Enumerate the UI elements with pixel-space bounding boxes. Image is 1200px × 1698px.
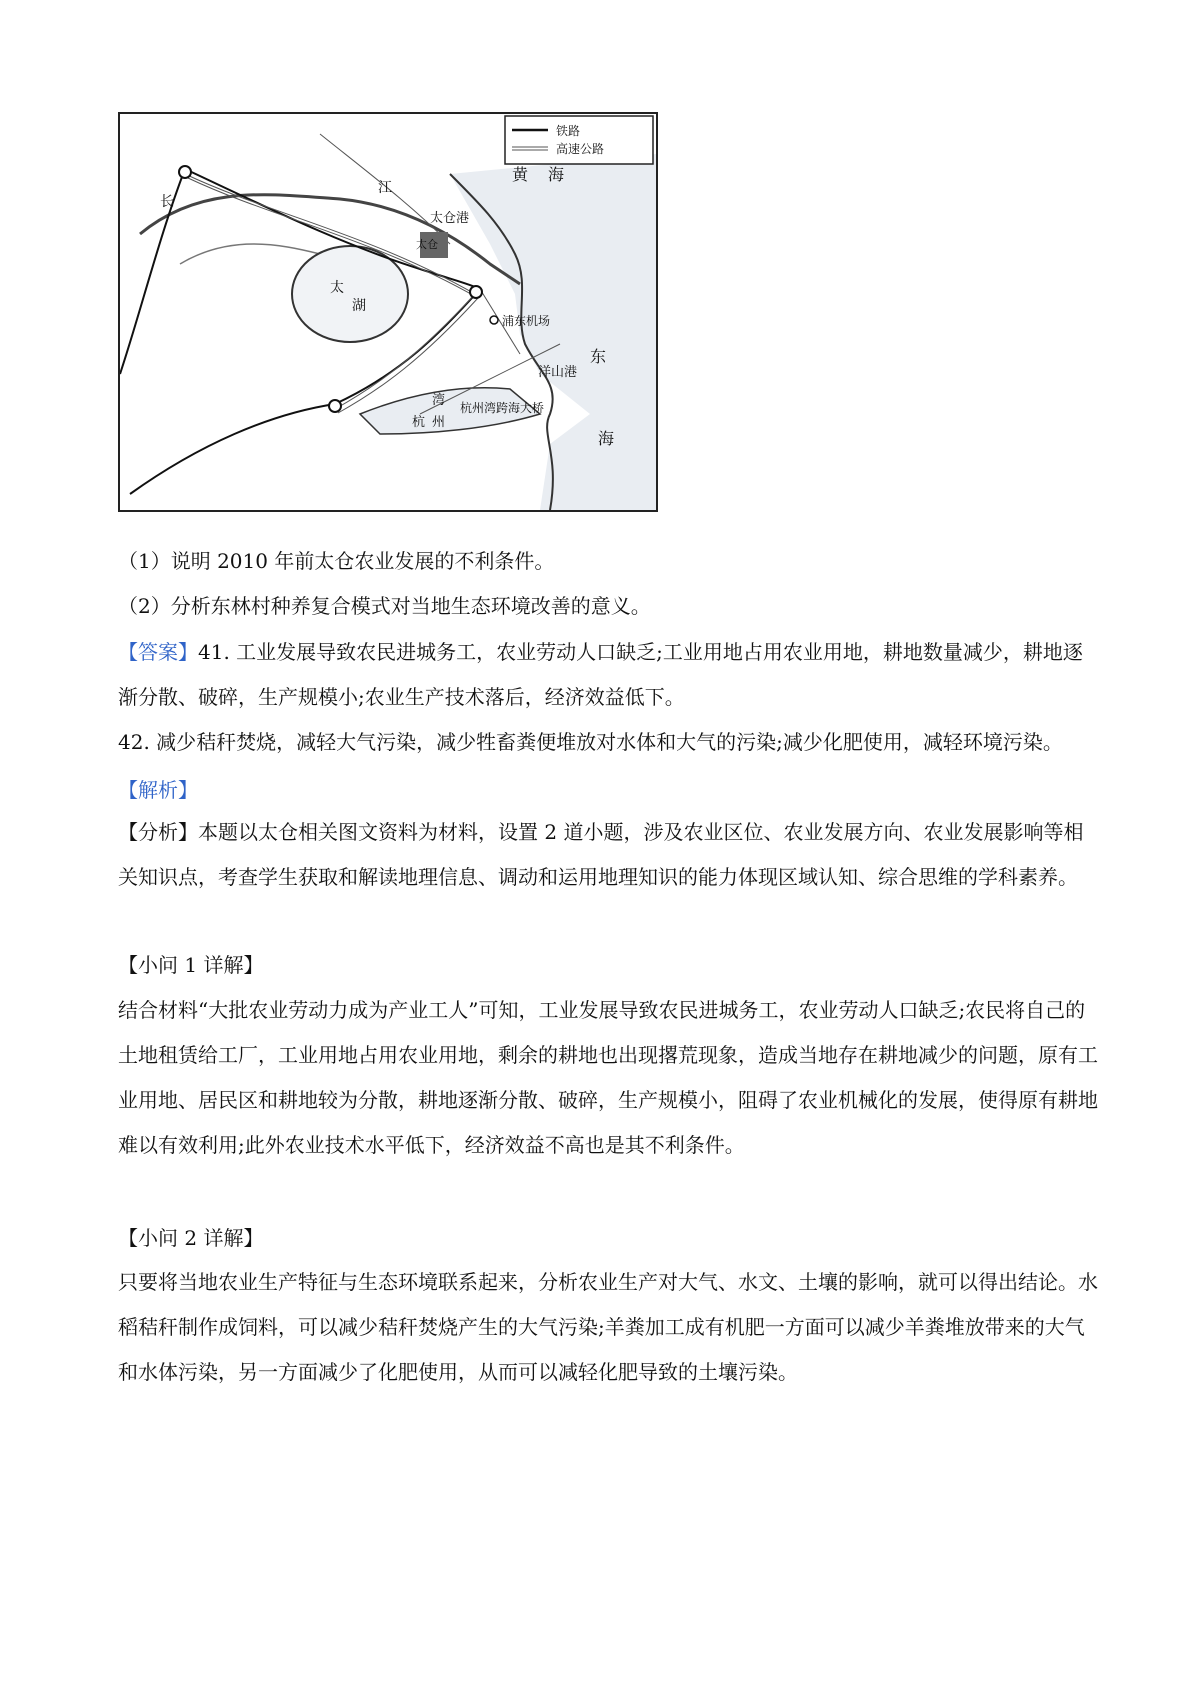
- label-yellow-sea: 黄: [512, 165, 529, 184]
- nanjing-city-marker: [179, 166, 191, 178]
- subquestion-1-title: 【小问 1 详解】: [118, 953, 264, 977]
- answer-41: [118, 630, 1098, 720]
- airport-marker: [490, 316, 498, 324]
- label-yangshan-port: 洋山港: [538, 365, 578, 380]
- railway-line: [120, 169, 185, 374]
- label-hangzhou-bay-bridge: 杭州湾跨海大桥: [460, 401, 545, 415]
- regional-map: [118, 112, 658, 512]
- answer-tag: 【答案】: [118, 640, 198, 664]
- label-east-1: 东: [590, 347, 607, 366]
- sea-area: [450, 154, 656, 510]
- question-2: （2）分析东林村种养复合模式对当地生态环境改善的意义。: [118, 594, 651, 618]
- label-hangzhou-2: 州: [432, 415, 446, 430]
- subquestion-2-title: 【小问 2 详解】: [118, 1226, 264, 1250]
- label-pudong-airport: 浦东机场: [502, 314, 551, 328]
- question-1: （1）说明 2010 年前太仓农业发展的不利条件。: [118, 549, 555, 573]
- label-jiang: 江: [378, 180, 392, 196]
- analysis-tag: 【解析】: [118, 778, 198, 802]
- label-yellow-sea-2: 海: [548, 165, 565, 184]
- hangzhou-city-marker: [329, 400, 341, 412]
- map-drawing: [120, 114, 656, 510]
- legend-railway-label: 铁路: [556, 124, 581, 138]
- label-bay: 湾: [432, 393, 446, 408]
- shanghai-city-marker: [470, 286, 482, 298]
- label-taihu-1: 太: [330, 280, 344, 296]
- answer-42: 42. 减少秸秆焚烧，减轻大气污染，减少牲畜粪便堆放对水体和大气的污染;减少化肥使用，减轻环境污染。: [118, 730, 1063, 754]
- railway-line: [130, 404, 335, 494]
- label-taicang-port: 太仓港: [430, 211, 470, 226]
- legend-highway-label: 高速公路: [556, 142, 605, 156]
- subquestion-2-text: 只要将当地农业生产特征与生态环境联系起来，分析农业生产对大气、水文、土壤的影响，就可以得出结论。水稻秸秆制作成饲料，可以减少秸秆焚烧产生的大气污染;羊粪加工成有机肥一方面可以减少羊粪堆放带来的大气和水体污染，另一方面减少了化肥使用，从而可以减轻化肥导致的土壤污染。: [118, 1270, 1098, 1384]
- river: [180, 244, 320, 264]
- label-east-sea-2: 海: [598, 429, 615, 448]
- taihu-lake: [292, 246, 408, 342]
- label-taicang: 太仓: [416, 238, 438, 251]
- subquestion-1-text: 结合材料“大批农业劳动力成为产业工人”可知，工业发展导致农民进城务工，农业劳动人口缺乏;农民将自己的土地租赁给工厂，工业用地占用农业用地，剩余的耕地也出现撂荒现象，造成当地存在耕地减少的问题，原有工业用地、居民区和耕地较为分散，耕地逐渐分散、破碎，生产规模小，阻碍了农业机械化的发展，使得原有耕地难以有效利用;此外农业技术水平低下，经济效益不高也是其不利条件。: [118, 998, 1098, 1157]
- label-hangzhou-1: 杭: [412, 415, 426, 430]
- analysis-intro: 【分析】本题以太仓相关图文资料为材料，设置 2 道小题，涉及农业区位、农业发展方向、农业发展影响等相关知识点，考查学生获取和解读地理信息、调动和运用地理知识的能力体现区域认知、综合思维的学科素养。: [118, 820, 1084, 889]
- label-chang: 长: [160, 194, 174, 210]
- answer-41-text: 41. 工业发展导致农民进城务工，农业劳动人口缺乏;工业用地占用农业用地，耕地数量减少，耕地逐渐分散、破碎，生产规模小;农业生产技术落后，经济效益低下。: [118, 640, 1083, 709]
- label-taihu-2: 湖: [352, 298, 366, 314]
